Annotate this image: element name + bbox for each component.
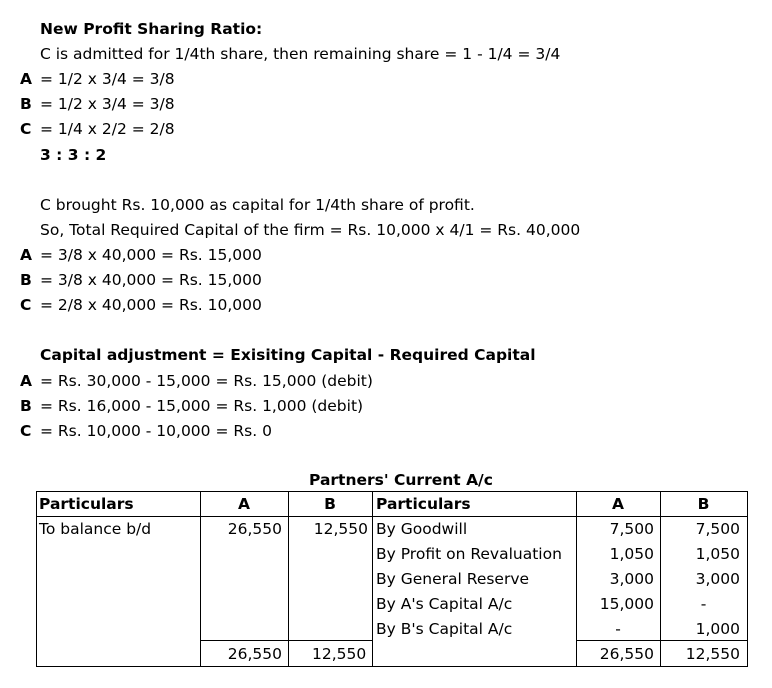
ratio-a-text: = 1/2 x 3/4 = 3/8 — [40, 70, 175, 88]
credit-particulars: By Goodwill — [376, 520, 468, 538]
adjustment-b: = Rs. 16,000 - 15,000 = Rs. 1,000 (debit) — [40, 397, 364, 415]
row-label-a: A — [20, 70, 32, 88]
table-bottom-border — [36, 666, 748, 667]
adjustment-a: = Rs. 30,000 - 15,000 = Rs. 15,000 (debit) — [40, 372, 373, 390]
header-a-credit: A — [612, 495, 624, 513]
adjustment-c: = Rs. 10,000 - 10,000 = Rs. 0 — [40, 422, 272, 440]
row-label-c: C — [20, 296, 32, 314]
credit-total-a: 26,550 — [599, 645, 654, 663]
col-divider — [372, 491, 373, 667]
row-label-b: B — [20, 397, 32, 415]
credit-amount-a: 7,500 — [609, 520, 654, 538]
partners-current-account-table — [36, 491, 748, 667]
debit-total-b: 12,550 — [312, 645, 367, 663]
account-title: Partners' Current A/c — [309, 471, 493, 489]
row-label-b: B — [20, 271, 32, 289]
row-label-b: B — [20, 95, 32, 113]
credit-amount-b: 3,000 — [695, 570, 740, 588]
debit-total-line — [200, 640, 372, 641]
credit-amount-b: 1,000 — [695, 620, 740, 638]
table-left-border — [36, 491, 37, 667]
header-particulars-credit: Particulars — [376, 495, 471, 513]
credit-particulars: By General Reserve — [376, 570, 530, 588]
credit-amount-a: 15,000 — [599, 595, 654, 613]
heading-profit-ratio: New Profit Sharing Ratio: — [40, 20, 263, 38]
required-capital-a: = 3/8 x 40,000 = Rs. 15,000 — [40, 246, 262, 264]
total-required-capital-line: So, Total Required Capital of the firm = Rs. 10,000 x 4/1 = Rs. 40,000 — [40, 221, 581, 239]
credit-amount-b: - — [700, 595, 707, 613]
required-capital-c: = 2/8 x 40,000 = Rs. 10,000 — [40, 296, 262, 314]
debit-total-a: 26,550 — [227, 645, 282, 663]
debit-amount-a: 26,550 — [227, 520, 282, 538]
row-label-a: A — [20, 372, 32, 390]
ratio-c-text: = 1/4 x 2/2 = 2/8 — [40, 120, 175, 138]
credit-amount-b: 1,050 — [695, 545, 740, 563]
debit-amount-b: 12,550 — [313, 520, 368, 538]
header-divider — [36, 516, 748, 517]
credit-amount-a: 1,050 — [609, 545, 654, 563]
capital-brought-line: C brought Rs. 10,000 as capital for 1/4th share of profit. — [40, 196, 475, 214]
new-ratio: 3 : 3 : 2 — [40, 146, 107, 164]
credit-total-b: 12,550 — [685, 645, 740, 663]
col-divider — [200, 491, 201, 667]
header-b-debit: B — [324, 495, 336, 513]
credit-amount-b: 7,500 — [695, 520, 740, 538]
heading-capital-adjustment: Capital adjustment = Exisiting Capital - Required Capital — [40, 346, 536, 364]
table-right-border — [747, 491, 748, 667]
credit-amount-a: 3,000 — [609, 570, 654, 588]
credit-particulars: By Profit on Revaluation — [376, 545, 562, 563]
credit-particulars: By B's Capital A/c — [376, 620, 513, 638]
credit-particulars: By A's Capital A/c — [376, 595, 513, 613]
header-b-credit: B — [697, 495, 710, 513]
col-divider — [288, 491, 289, 667]
table-top-border — [36, 491, 748, 492]
debit-particulars: To balance b/d — [39, 520, 152, 538]
row-label-c: C — [20, 422, 32, 440]
row-label-c: C — [20, 120, 32, 138]
ratio-b-text: = 1/2 x 3/4 = 3/8 — [40, 95, 175, 113]
header-a-debit: A — [238, 495, 250, 513]
remaining-share-line: C is admitted for 1/4th share, then remaining share = 1 - 1/4 = 3/4 — [40, 45, 561, 63]
header-particulars-debit: Particulars — [39, 495, 134, 513]
credit-amount-a: - — [615, 620, 621, 638]
credit-total-line — [576, 640, 748, 641]
required-capital-b: = 3/8 x 40,000 = Rs. 15,000 — [40, 271, 262, 289]
row-label-a: A — [20, 246, 32, 264]
